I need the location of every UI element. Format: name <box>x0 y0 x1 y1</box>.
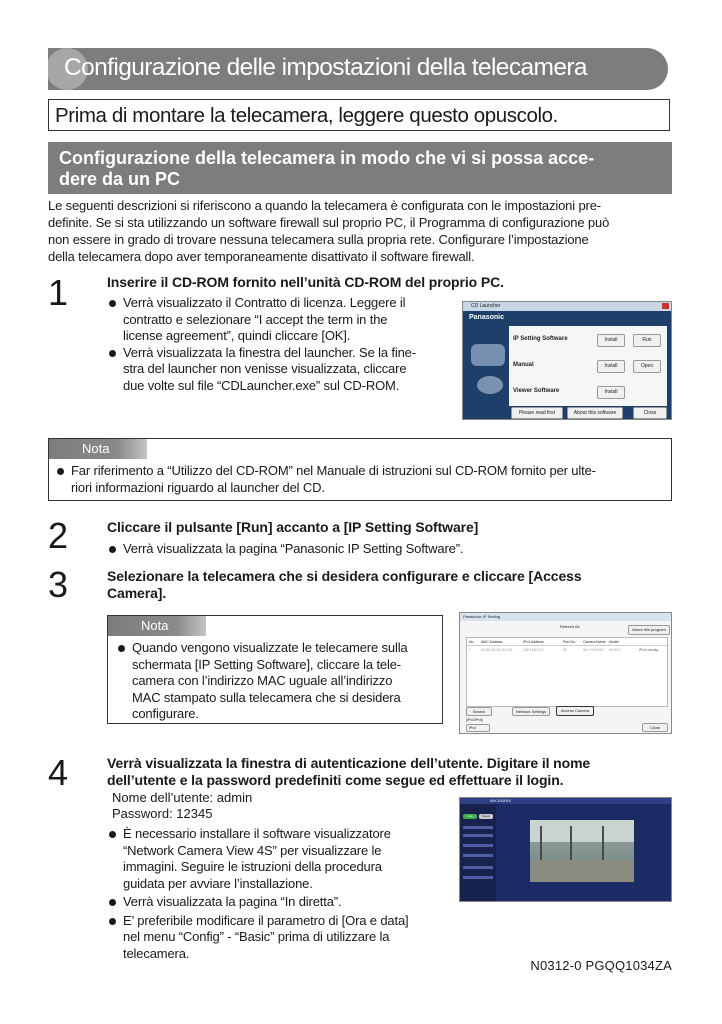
launcher-row-label: Viewer Software <box>513 388 560 394</box>
step-1-bullets <box>107 295 457 394</box>
access-camera-button[interactable]: Access Camera <box>556 706 594 716</box>
launcher-titlebar <box>463 302 671 311</box>
sidebar-control[interactable] <box>463 876 493 879</box>
live-sidebar <box>460 804 496 902</box>
column-header: No. <box>469 640 475 644</box>
step-2-title: Cliccare il pulsante [Run] accanto a [IP Setting Software] <box>107 519 479 535</box>
launcher-row-label: IP Setting Software <box>513 336 568 342</box>
camera-list-header <box>467 638 667 646</box>
table-cell: WV-XXXXXX <box>583 648 604 652</box>
step-1-title: Inserire il CD-ROM fornito nell’unità CD-ROM del proprio PC. <box>107 274 504 290</box>
launcher-window-title: CD Launcher <box>471 303 501 309</box>
warning-text: Prima di montare la telecamera, leggere questo opuscolo. <box>55 104 558 127</box>
live-app-title: WV-XXXXX <box>490 798 511 803</box>
table-cell: IPv4 overlap <box>639 648 659 652</box>
note-box-2 <box>107 615 443 724</box>
window-light <box>530 820 634 842</box>
search-button[interactable]: Search <box>466 707 492 716</box>
page-title: Configurazione delle impostazioni della telecamera <box>64 54 587 81</box>
sidebar-control[interactable] <box>463 866 493 869</box>
list-item: Verrà visualizzata la finestra del launcher. Se la fine- stra del launcher non venisse visualizzata, cliccare due volte sul file “CDLauncher.exe” sul CD-ROM. <box>107 345 457 395</box>
note-2-bullets <box>116 640 441 723</box>
column-header: MAC Address <box>481 640 503 644</box>
column-header: Model <box>609 640 619 644</box>
column-header: Camera Name <box>583 640 606 644</box>
live-page-screenshot <box>459 797 672 902</box>
step-4-title: Verrà visualizzata la finestra di autenticazione dell’utente. Digitare il nome dell’utente e la password predefiniti come segue ed effettuare il login. <box>107 755 591 788</box>
network-settings-button[interactable]: Network Settings <box>512 707 550 716</box>
table-row[interactable] <box>467 646 667 653</box>
column-header: Port No. <box>563 640 576 644</box>
please-read-first-button[interactable]: Please read first <box>511 407 563 419</box>
list-item: È necessario installare il software visualizzatore “Network Camera View 4S” per visualizzare le immagini. Seguire le istruzioni della procedura guidata per avviare l’installazione. <box>107 826 452 892</box>
ip-version-select[interactable]: IPv4 <box>466 724 490 732</box>
title-banner <box>48 48 668 90</box>
list-item: Verrà visualizzata la pagina “In diretta”. <box>107 894 452 911</box>
camera-list <box>466 637 668 707</box>
note-label: Nota <box>141 618 169 633</box>
list-item: Far riferimento a “Utilizzo del CD-ROM” nel Manuale di istruzioni sul CD-ROM fornito per ulte- riori informazioni riguardo al launcher del CD. <box>55 463 665 496</box>
setup-tab[interactable]: Setup <box>479 814 493 819</box>
launcher-panel <box>509 326 667 406</box>
close-button[interactable]: Close <box>642 723 668 732</box>
sidebar-control[interactable] <box>463 844 493 847</box>
document-code: N0312-0 PGQQ1034ZA <box>530 958 672 973</box>
list-item: Quando vengono visualizzate le telecamere sulla schermata [IP Setting Software], cliccare la tele- camera con l’indirizzo MAC uguale all’indirizzo MAC stampato sulla telecamera che si desidera configurare. <box>116 640 441 723</box>
step-1-number: 1 <box>48 272 69 313</box>
table-cell: 00-80-45-XX-XX-XX <box>481 648 513 652</box>
step-2-bullets <box>107 541 667 558</box>
table-cell: 80 <box>563 648 567 652</box>
sidebar-control[interactable] <box>463 826 493 829</box>
table-cell: XXXXX <box>609 648 621 652</box>
install-button[interactable]: Install <box>597 360 625 373</box>
live-tab[interactable]: Live <box>463 814 477 819</box>
camera-image <box>471 344 505 366</box>
default-username: Nome dell’utente: admin <box>112 790 253 805</box>
note-1-bullets <box>55 463 665 496</box>
table-cell: 192.168.0.10 <box>523 648 544 652</box>
cd-launcher-screenshot <box>462 301 672 420</box>
ipsetting-titlebar <box>460 613 671 621</box>
ip-version-label: [IPv4/IPv6] <box>466 718 483 722</box>
ip-setting-screenshot <box>459 612 672 734</box>
section-title: Configurazione della telecamera in modo che vi si possa acce- dere da un PC <box>59 148 595 189</box>
sidebar-control[interactable] <box>463 834 493 837</box>
refresh-label: Refresh All <box>560 624 580 629</box>
step-3-title: Selezionare la telecamera che si desidera configurare e cliccare [Access Camera]. <box>107 568 582 601</box>
note-label-tab <box>49 439 147 459</box>
note-box-1 <box>48 438 672 501</box>
intro-paragraph: Le seguenti descrizioni si riferiscono a quando la telecamera è configurata con le impostazioni pre- definite. Se si sta utilizzando un software firewall sul proprio PC, il Programma di configurazione può non essere in grado di trovare nessuna telecamera sulla propria rete. Configurare l’impostazione della telecamera dopo aver temporaneamente disattivato il software firewall. <box>48 198 610 264</box>
column-header: IPv4 Address <box>523 640 544 644</box>
about-program-button[interactable]: About this program <box>628 625 670 635</box>
step-4-number: 4 <box>48 752 69 793</box>
open-button[interactable]: Open <box>633 360 661 373</box>
list-item: E’ preferibile modificare il parametro di [Ora e data] nel menu “Config” - “Basic” prima di utilizzare la telecamera. <box>107 913 452 963</box>
table-cell: 1 <box>469 648 471 652</box>
list-item: Verrà visualizzato il Contratto di licenza. Leggere il contratto e selezionare “I accept the term in the license agreement”, quindi cliccare [OK]. <box>107 295 457 345</box>
step-2-number: 2 <box>48 515 69 556</box>
section-header <box>48 142 672 194</box>
list-item: Verrà visualizzata la pagina “Panasonic IP Setting Software”. <box>107 541 667 558</box>
run-button[interactable]: Run <box>633 334 661 347</box>
launcher-row-label: Manual <box>513 362 534 368</box>
step-4-bullets <box>107 826 452 962</box>
install-button[interactable]: Install <box>597 334 625 347</box>
note-label: Nota <box>82 441 110 456</box>
sidebar-control[interactable] <box>463 854 493 857</box>
close-icon <box>662 303 669 309</box>
camera-image <box>477 376 503 394</box>
launcher-brand: Panasonic <box>469 314 505 321</box>
note-label-tab <box>108 616 206 636</box>
ipsetting-window-title: Panasonic IP Setting <box>463 614 501 619</box>
close-button[interactable]: Close <box>633 407 667 419</box>
floor <box>530 860 634 882</box>
about-software-button[interactable]: About this software <box>567 407 623 419</box>
install-button[interactable]: Install <box>597 386 625 399</box>
default-password: Password: 12345 <box>112 806 213 821</box>
live-camera-image <box>530 820 634 882</box>
step-3-number: 3 <box>48 564 69 605</box>
warning-box <box>48 99 670 131</box>
